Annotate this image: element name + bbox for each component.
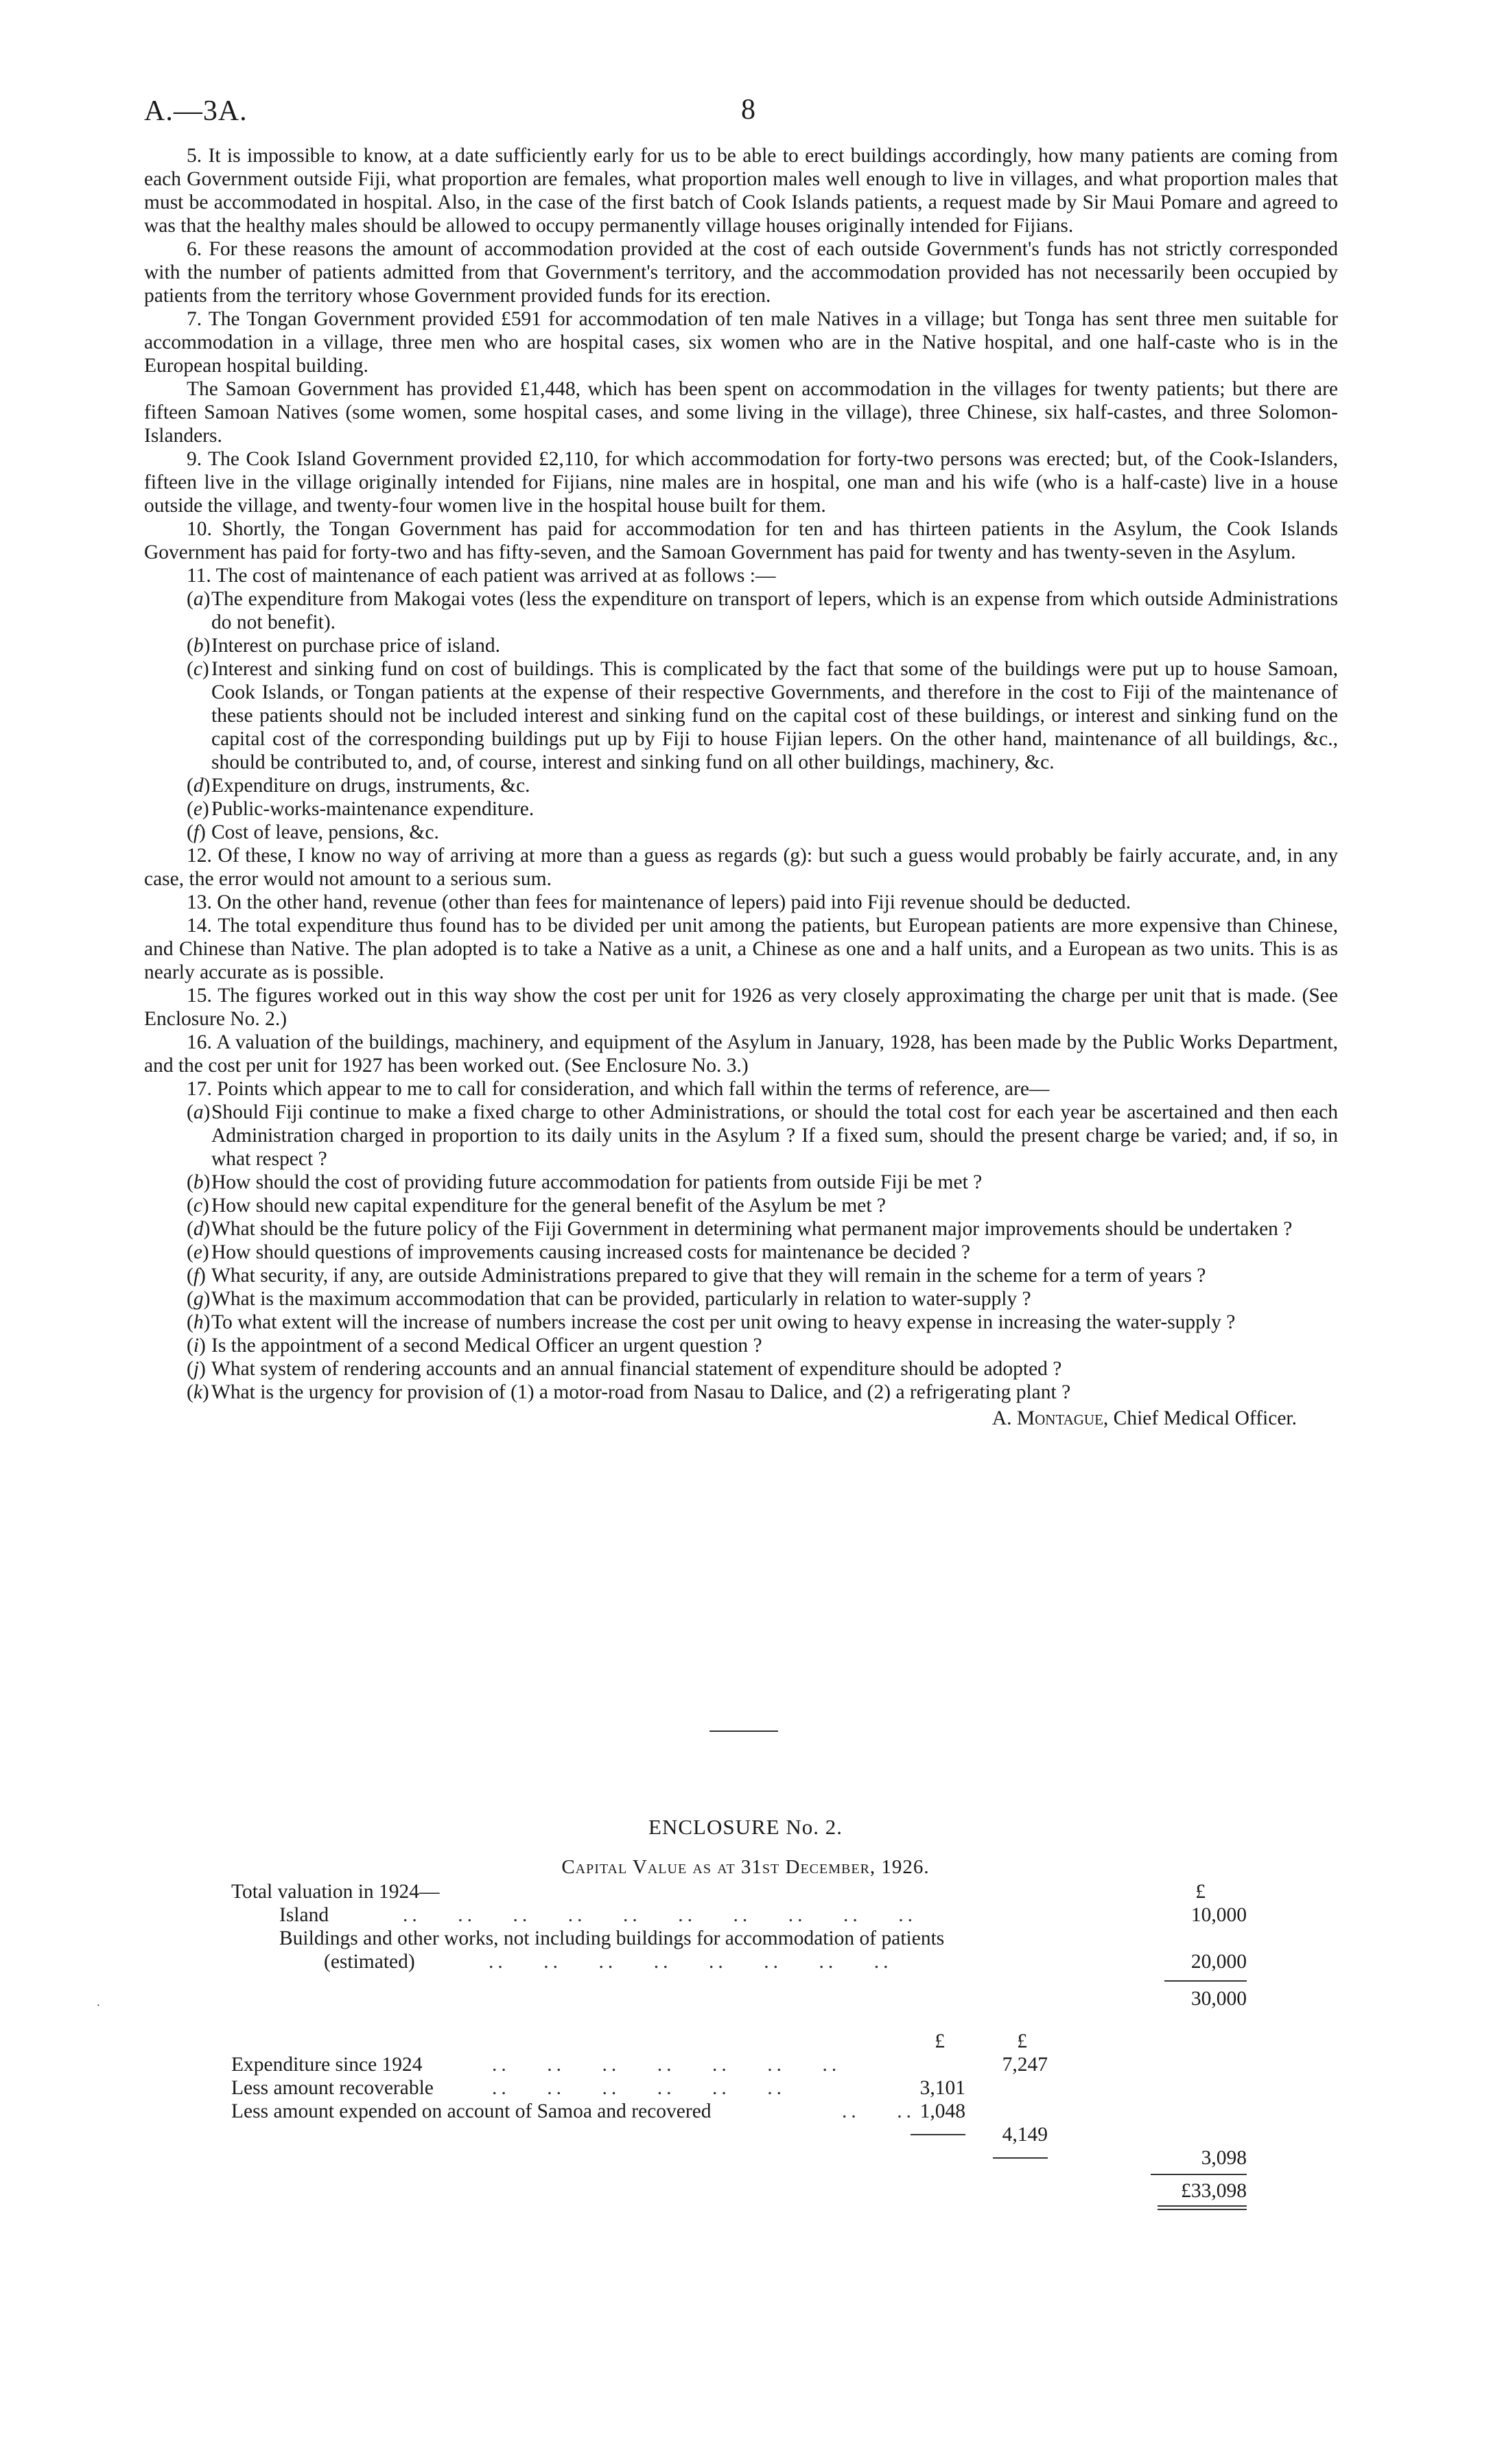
- page-header: [144, 95, 1338, 136]
- statement-row: [231, 2053, 1247, 2076]
- dash-rule: [911, 2134, 965, 2135]
- less-total-value: 4,149: [1002, 2124, 1048, 2146]
- signatory-name: A. Montague: [991, 1407, 1103, 1429]
- subtotal-value: 30,000: [1190, 1988, 1247, 2010]
- list-item: (e) Public-works-maintenance expenditure.: [187, 798, 535, 820]
- paragraph-7: 7. The Tongan Government provided £591 for accommodation of ten male Natives in a village; but Tonga has sent three men suitable for accommodation in a village, three men who are hospital cases, six women who are in the Native hospital, and one half-caste who is in the European hospital building.: [144, 308, 1338, 377]
- paragraph-8: The Samoan Government has provided £1,448, which has been spent on accommodation in the villages for twenty patients; but there are fifteen Samoan Natives (some women, some hospital cases, and some living in the village), three Chinese, six half-castes, and three Solomon-Islanders.: [144, 378, 1338, 447]
- statement-row: [231, 1880, 1247, 1903]
- list-item: (c) Interest and sinking fund on cost of buildings. This is complicated by the fact that some of the buildings were put up to house Samoan, Cook Islands, or Tongan patients at the expense of their respective Governments, and therefore in the cost to Fiji of the maintenance of these patients should not be included interest and sinking fund on the capital cost of these buildings, or interest and sinking fund on the capital cost of the corresponding buildings put up by Fiji to house Fijian lepers. On the other hand, maintenance of all buildings, &c., should be contributed to, and, of course, interest and sinking fund on all other buildings, machinery, &c.: [187, 658, 1338, 773]
- statement-row: [231, 1903, 1247, 1927]
- expenditure-label: Expenditure since 1924: [231, 2054, 423, 2076]
- enclosure-subtitle: Capital Value as at 31st December, 1926.: [561, 1856, 930, 1878]
- leader-dots: .. ..: [842, 2100, 915, 2122]
- paragraph-15: 15. The figures worked out in this way show the cost per unit for 1926 as very closely approximating the charge per unit that is made. (See Enclosure No. 2.): [144, 985, 1338, 1030]
- list-item: (i) Is the appointment of a second Medical Officer an urgent question ?: [187, 1335, 762, 1357]
- pound-sign-col1: £: [935, 2030, 945, 2052]
- section-divider: [709, 1730, 778, 1732]
- paragraph-10: 10. Shortly, the Tongan Government has paid for accommodation for ten and has thirteen patients in the Asylum, the Cook Islands Government has paid for forty-two and has fifty-seven, and the Samoan Government has paid for twenty and has twenty-seven in the Asylum.: [144, 518, 1338, 563]
- list-item: (d) What should be the future policy of the Fiji Government in determining what permanent major improvements should be undertaken ?: [187, 1218, 1293, 1240]
- less-recoverable-label: Less amount recoverable: [231, 2077, 434, 2099]
- expenditure-value: 7,247: [1002, 2054, 1048, 2076]
- paragraph-5: 5. It is impossible to know, at a date sufficiently early for us to be able to erect buildings accordingly, how many patients are coming from each Government outside Fiji, what proportion are females, what proportion males well enough to live in villages, and what proportion males that must be accommodated in hospital. Also, in the case of the first batch of Cook Islands patients, a request made by Sir Maui Pomare and agreed to was that the healthy males should be allowed to occupy permanently village houses originally intended for Fijians.: [144, 145, 1338, 237]
- statement-row: [231, 2030, 1247, 2053]
- list-item: (f) What security, if any, are outside Administrations prepared to give that they will remain in the scheme for a term of years ?: [187, 1265, 1206, 1287]
- list-item: (e) How should questions of improvements causing increased costs for maintenance be decided ?: [187, 1241, 970, 1263]
- statement-row: [231, 2203, 1247, 2212]
- subtotal-rule: [1164, 1980, 1247, 1982]
- pound-sign-col2: £: [1017, 2030, 1027, 2052]
- less-samoa-value: 1,048: [919, 2100, 965, 2122]
- paragraph-9: 9. The Cook Island Government provided £2,110, for which accommodation for forty-two persons was erected; but, of the Cook-Islanders, fifteen live in the village originally intended for Fijians, nine males are in hospital, one man and his wife (who is a half-caste) live in a house outside the village, and twenty-four women live in the hospital house built for them.: [144, 448, 1338, 517]
- total-valuation-label: Total valuation in 1924—: [231, 1881, 440, 1903]
- list-item: (b) Interest on purchase price of island.: [187, 635, 501, 657]
- island-value: 10,000: [1190, 1904, 1247, 1926]
- maintenance-cost-list: [144, 587, 1338, 844]
- less-samoa-label: Less amount expended on account of Samoa and recovered: [231, 2100, 712, 2122]
- paragraph-12: 12. Of these, I know no way of arriving at more than a guess as regards (g): but such a guess would probably be fairly accurate, and, in any case, the error would not amount to a serious sum.: [144, 845, 1338, 890]
- paragraph-6: 6. For these reasons the amount of accommodation provided at the cost of each outside Government's funds has not strictly corresponded with the number of patients admitted from that Government's territory, and the accommodation provided has not necessarily been occupied by patients from the territory whose Government provided funds for its erection.: [144, 238, 1338, 307]
- page-number: 8: [741, 94, 755, 126]
- pound-sign-header: £: [1195, 1881, 1206, 1903]
- margin-mark: ·: [96, 1998, 101, 2013]
- consideration-points-list: [144, 1101, 1338, 1404]
- buildings-value: 20,000: [1190, 1951, 1247, 1973]
- buildings-label-estimated: (estimated): [324, 1951, 415, 1973]
- grand-total: £33,098: [1181, 2180, 1247, 2202]
- statement-row: [231, 2100, 1247, 2123]
- capital-value-statement: [231, 1880, 1247, 2212]
- statement-row: [231, 1927, 1247, 1950]
- signatory-title: , Chief Medical Officer.: [1103, 1407, 1297, 1429]
- enclosure-title: ENCLOSURE No. 2.: [648, 1815, 843, 1839]
- list-item: (g) What is the maximum accommodation that can be provided, particularly in relation to water-supply ?: [187, 1288, 1031, 1310]
- total-rule: [1151, 2174, 1247, 2175]
- statement-row: [231, 2123, 1247, 2146]
- dash-rule: [993, 2157, 1048, 2159]
- leader-dots: .. .. .. .. .. .. .. ..: [489, 1951, 893, 1973]
- list-item: (d) Expenditure on drugs, instruments, &c.: [187, 775, 530, 797]
- statement-row: [231, 2146, 1247, 2170]
- list-item: (c) How should new capital expenditure for the general benefit of the Asylum be met ?: [187, 1195, 887, 1217]
- list-item: (k) What is the urgency for provision of (1) a motor-road from Nasau to Dalice, and (2) a refrigerating plant ?: [187, 1381, 1071, 1403]
- statement-row: [231, 1973, 1247, 1987]
- list-item: (a) The expenditure from Makogai votes (less the expenditure on transport of lepers, which is an expense from which outside Administrations do not benefit).: [187, 588, 1338, 633]
- signature: [144, 1407, 1338, 1430]
- paragraph-13: 13. On the other hand, revenue (other than fees for maintenance of lepers) paid into Fiji revenue should be deducted.: [187, 891, 1131, 913]
- leader-dots: .. .. .. .. .. .. ..: [492, 2054, 841, 2076]
- paragraph-14: 14. The total expenditure thus found has to be divided per unit among the patients, but European patients are more expensive than Chinese, and Chinese than Native. The plan adopted is to take a Native as a unit, a Chinese as one and a half units, and a European as two units. This is as nearly accurate as is possible.: [144, 915, 1338, 983]
- list-item: (f) Cost of leave, pensions, &c.: [187, 821, 439, 843]
- report-body: [144, 144, 1338, 1430]
- list-item: (h) To what extent will the increase of numbers increase the cost per unit owing to heavy expense in increasing the water-supply ?: [187, 1311, 1236, 1333]
- buildings-label: Buildings and other works, not including buildings for accommodation of patients: [279, 1927, 945, 1949]
- statement-row: [231, 2179, 1247, 2203]
- paragraph-11: 11. The cost of maintenance of each patient was arrived at as follows :—: [187, 565, 776, 587]
- document-reference: A.—3A.: [144, 95, 248, 127]
- paragraph-17: 17. Points which appear to me to call for consideration, and which fall within the terms of reference, are—: [187, 1078, 1050, 1100]
- double-underline: [1158, 2205, 1247, 2210]
- list-item: (j) What system of rendering accounts and an annual financial statement of expenditure should be adopted ?: [187, 1358, 1062, 1380]
- list-item: (b) How should the cost of providing future accommodation for patients from outside Fiji be met ?: [187, 1171, 983, 1193]
- paragraph-16: 16. A valuation of the buildings, machinery, and equipment of the Asylum in January, 1928, has been made by the Public Works Department, and the cost per unit for 1927 has been worked out. (See Enclosure No. 3.): [144, 1031, 1338, 1077]
- statement-row: [231, 2170, 1247, 2179]
- statement-row: [231, 2076, 1247, 2100]
- statement-row: [231, 2010, 1247, 2030]
- statement-row: [231, 1950, 1247, 1973]
- less-recoverable-value: 3,101: [919, 2077, 965, 2099]
- list-item: (a) Should Fiji continue to make a fixed charge to other Administrations, or should the total cost for each year be ascertained and then each Administration charged in proportion to its daily units in the Asylum ? If a fixed sum, should the present charge be varied; and, if so, in what respect ?: [187, 1101, 1338, 1170]
- leader-dots: .. .. .. .. .. .. .. .. .. ..: [403, 1904, 917, 1926]
- island-label: Island: [279, 1904, 329, 1926]
- leader-dots: .. .. .. .. .. ..: [492, 2077, 786, 2099]
- statement-row: [231, 1987, 1247, 2010]
- net-value: 3,098: [1201, 2147, 1247, 2169]
